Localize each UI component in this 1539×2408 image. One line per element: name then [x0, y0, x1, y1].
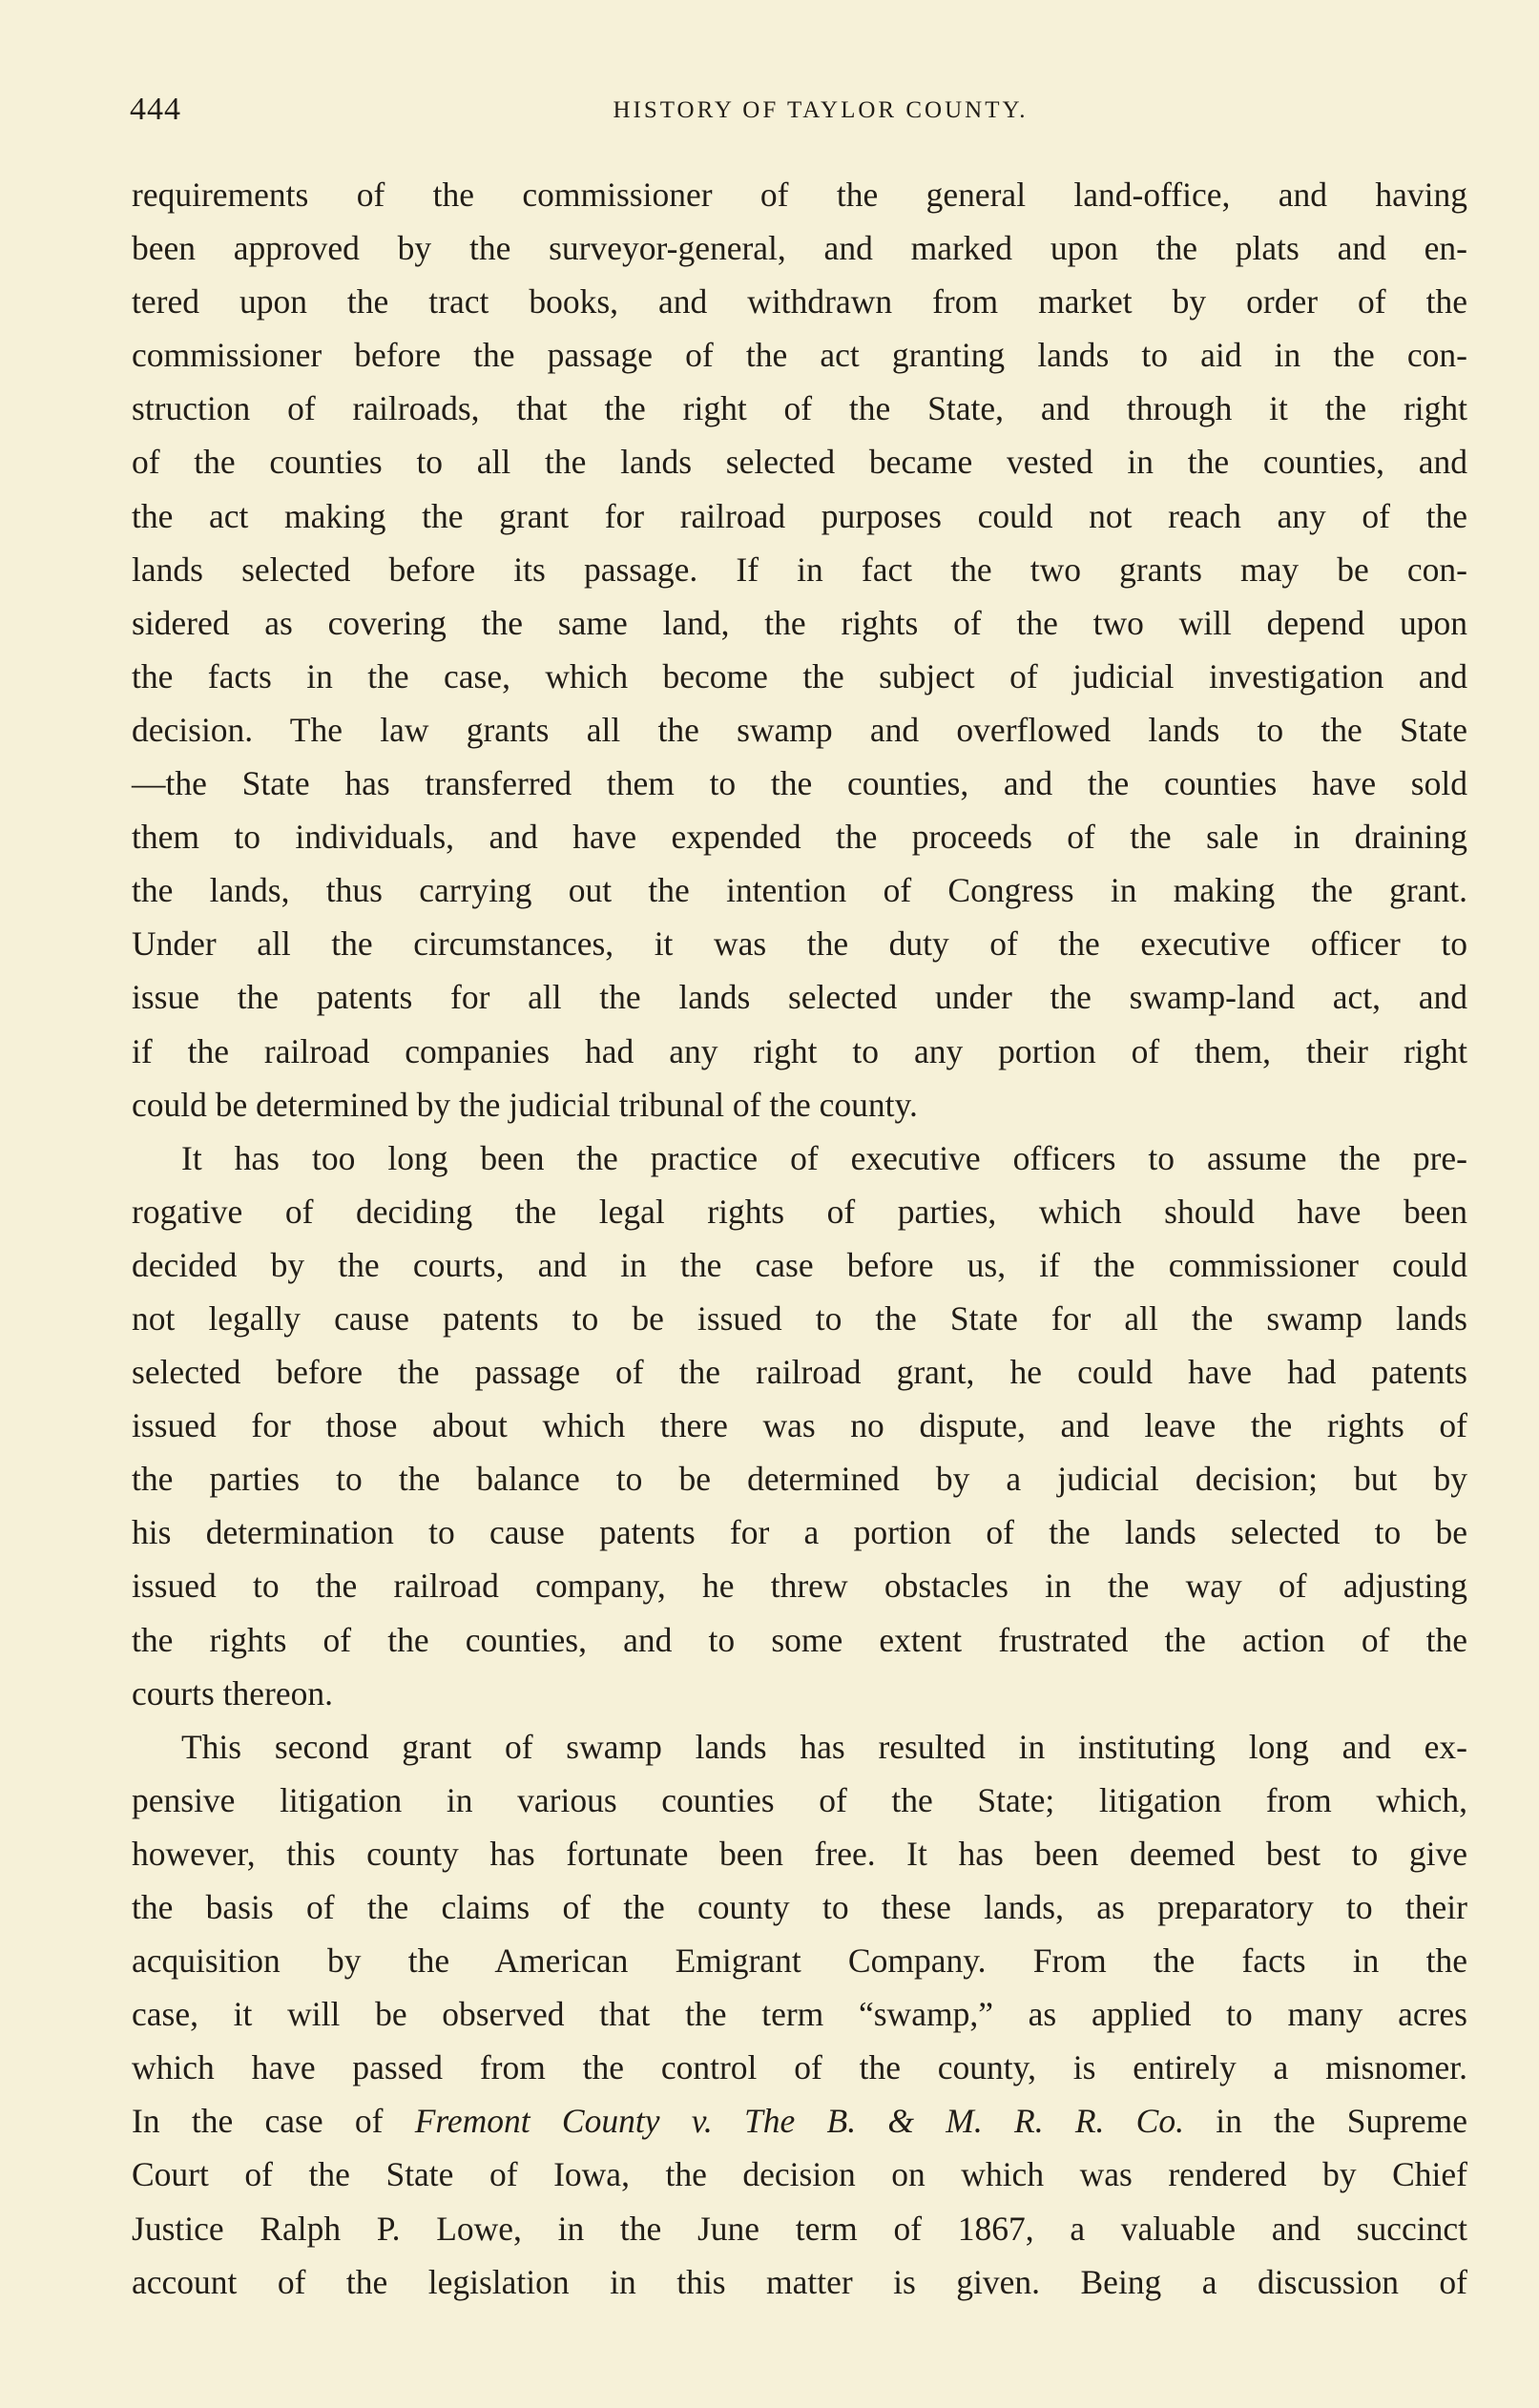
text-line: pensive litigation in various counties of the State; litigation from which,: [132, 1780, 1467, 1819]
text-line: case, it will be observed that the term “swamp,” as applied to many acres: [132, 1995, 1467, 2034]
text-line: the act making the grant for railroad purposes could not reach any of the: [132, 496, 1467, 535]
body-text: [132, 168, 1467, 2309]
text-line: issue the patents for all the lands selected under the swamp-land act, and: [132, 978, 1467, 1017]
text-line: could be determined by the judicial tribunal of the county.: [132, 1085, 918, 1124]
text-line: This second grant of swamp lands has resulted in instituting long and ex-: [181, 1727, 1467, 1766]
text-line: which have passed from the control of the county, is entirely a misnomer.: [132, 2048, 1467, 2087]
text-line: the lands, thus carrying out the intention of Congress in making the grant.: [132, 871, 1467, 910]
running-title: HISTORY OF TAYLOR COUNTY.: [613, 97, 1029, 123]
text-line: decision. The law grants all the swamp and overflowed lands to the State: [132, 710, 1467, 749]
page-number: 444: [130, 92, 181, 127]
text-line: Under all the circumstances, it was the duty of the executive officer to: [132, 924, 1467, 964]
text-line: if the railroad companies had any right to any portion of them, their right: [132, 1031, 1467, 1070]
text-line: [132, 2094, 1467, 2148]
text-line: courts thereon.: [132, 1673, 333, 1713]
text-line: of the counties to all the lands selected became vested in the counties, and: [132, 443, 1467, 482]
text-line: acquisition by the American Emigrant Company. From the facts in the: [132, 1941, 1467, 1981]
text-line: lands selected before its passage. If in fact the two grants may be con-: [132, 550, 1467, 589]
text-line: not legally cause patents to be issued to the State for all the swamp lands: [132, 1298, 1467, 1338]
text-line: issued to the railroad company, he threw obstacles in the way of adjusting: [132, 1567, 1467, 1606]
text-line: the rights of the counties, and to some extent frustrated the action of the: [132, 1620, 1467, 1659]
text-line: account of the legislation in this matter is given. Being a discussion of: [132, 2262, 1467, 2301]
text-line: been approved by the surveyor-general, and marked upon the plats and en-: [132, 229, 1467, 268]
text-line: decided by the courts, and in the case before us, if the commissioner could: [132, 1245, 1467, 1284]
text-line: selected before the passage of the railroad grant, he could have had patents: [132, 1353, 1467, 1392]
running-head: [130, 92, 1477, 137]
text-line: his determination to cause patents for a portion of the lands selected to be: [132, 1513, 1467, 1552]
case-citation: Fremont County v. The B. & M. R. R. Co.: [414, 2102, 1184, 2141]
text-line: the facts in the case, which become the subject of judicial investigation and: [132, 656, 1467, 695]
text-line: however, this county has fortunate been free. It has been deemed best to give: [132, 1834, 1467, 1873]
text-line: rogative of deciding the legal rights of parties, which should have been: [132, 1192, 1467, 1231]
text-line: —the State has transferred them to the counties, and the counties have sold: [132, 764, 1467, 803]
text-line: tered upon the tract books, and withdrawn from market by order of the: [132, 282, 1467, 322]
text-line: sidered as covering the same land, the rights of the two will depend upon: [132, 603, 1467, 642]
text-segment: In the case of: [132, 2102, 415, 2141]
text-line: Justice Ralph P. Lowe, in the June term of 1867, a valuable and succinct: [132, 2209, 1467, 2248]
text-line: the basis of the claims of the county to these lands, as preparatory to their: [132, 1888, 1467, 1926]
text-line: commissioner before the passage of the act granting lands to aid in the con-: [132, 336, 1467, 375]
text-line: It has too long been the practice of executive officers to assume the pre-: [181, 1138, 1467, 1177]
text-line: requirements of the commissioner of the general land-office, and having: [132, 176, 1467, 214]
text-line: struction of railroads, that the right of the State, and through it the right: [132, 389, 1467, 428]
text-line: them to individuals, and have expended the proceeds of the sale in draining: [132, 818, 1467, 857]
text-segment: in the Supreme: [1183, 2102, 1467, 2141]
text-line: issued for those about which there was no dispute, and leave the rights of: [132, 1406, 1467, 1445]
text-line: the parties to the balance to be determined by a judicial decision; but by: [132, 1460, 1467, 1499]
text-line: Court of the State of Iowa, the decision on which was rendered by Chief: [132, 2155, 1467, 2194]
